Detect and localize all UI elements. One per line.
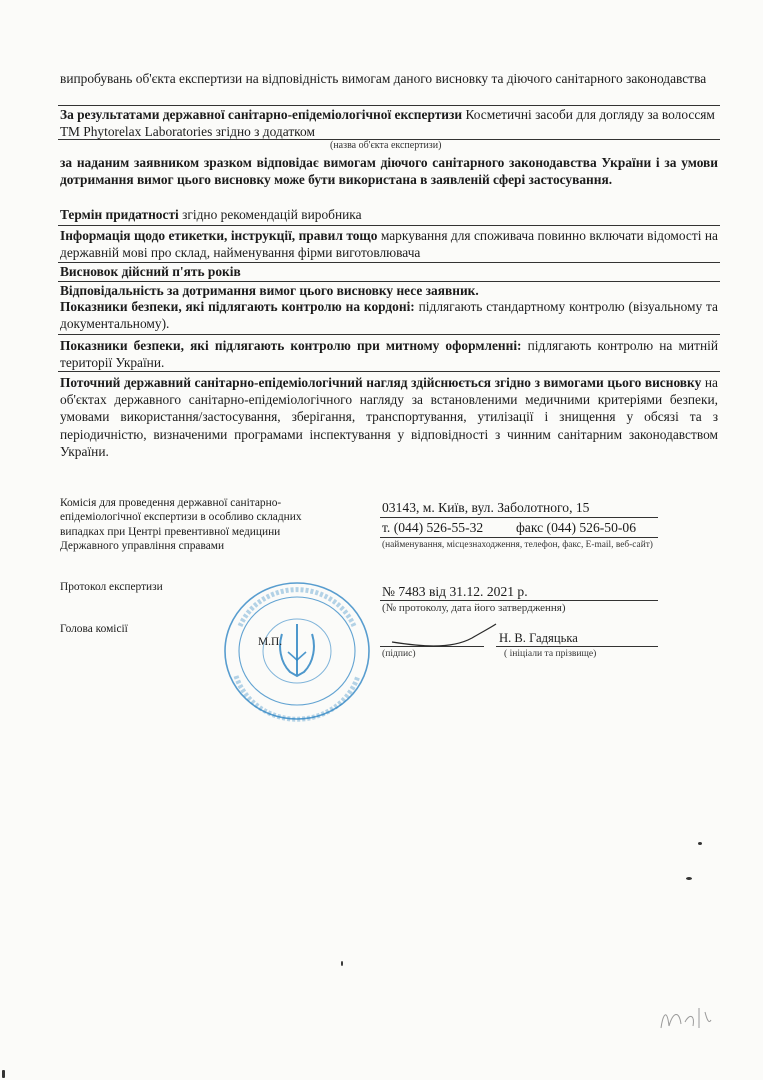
- underline: [380, 537, 658, 538]
- supervision-value: на об'єктах державного санітарно-епідеміологічного нагляду за встановленими медичними критеріями безпеки, умовами використання/застосування, зберігання, транспортування, утилізації і знищення у обсязі та з періодичністю, визначеними програмами інспектування у відповідності з чинним санітарним законодавством України.: [60, 375, 718, 459]
- head-name: Н. В. Гадяцька: [499, 631, 578, 645]
- responsibility-text: Відповідальність за дотримання вимог цього висновку несе заявник.: [60, 283, 479, 298]
- divider: [58, 334, 720, 335]
- scan-speck: [698, 842, 702, 845]
- customs-value: підлягають контролю на митній території України.: [60, 338, 718, 370]
- commission-block: [60, 496, 302, 554]
- underline: [380, 517, 658, 518]
- supervision-paragraph: [60, 374, 718, 460]
- shelf-life-label: Термін придатності: [60, 207, 179, 222]
- labeling-paragraph: [60, 228, 718, 261]
- contacts-caption: (найменування, місцезнаходження, телефон, факс, E-mail, веб-сайт): [382, 540, 653, 550]
- shelf-life: [60, 207, 718, 224]
- commission-line: випадках при Центрі превентивної медицини: [60, 525, 281, 538]
- commission-line: Державного управління справами: [60, 540, 225, 553]
- conclusion-text: за наданим заявником зразком відповідає вимогам діючого санітарного законодавства України і за умови дотримання вимог цього висновку може бути використана в заявленій сфері застосування.: [60, 155, 718, 187]
- continuation-text: випробувань об'єкта експертизи на відповідність вимогам даного висновку та діючого санітарного законодавства: [60, 71, 707, 86]
- protocol-caption: (№ протоколу, дата його затвердження): [382, 602, 566, 614]
- border-value: підлягають стандартному контролю (візуальному та документальному).: [60, 299, 718, 331]
- border-control: [60, 299, 718, 332]
- signature-scribble: [388, 620, 500, 650]
- sign-caption: (підпис): [382, 648, 416, 659]
- protocol-label: Протокол експертизи: [60, 581, 163, 593]
- divider: [58, 105, 720, 106]
- stamp-place-label: М.П.: [258, 636, 283, 648]
- protocol-value: № 7483 від 31.12. 2021 р.: [382, 584, 528, 599]
- labeling-label: Інформація щодо етикетки, інструкції, правил тощо: [60, 228, 378, 243]
- object-caption: (назва об'єкта експертизи): [330, 140, 442, 151]
- contact-fax: факс (044) 526-50-06: [516, 520, 637, 535]
- result-label: За результатами державної санітарно-епідеміологічної експертизи: [60, 107, 463, 122]
- scan-speck: [341, 961, 343, 966]
- divider: [58, 262, 720, 263]
- commission-line: епідеміологічної експертизи в особливо складних: [60, 511, 302, 524]
- head-label: Голова комісії: [60, 623, 128, 635]
- customs-label: Показники безпеки, які підлягають контролю при митному оформленні:: [60, 338, 522, 353]
- result-object: Косметичні засоби для догляду за волоссям ТМ Phytorelax Laboratories згідно з додатком: [60, 107, 715, 139]
- result-paragraph: [60, 107, 718, 140]
- divider: [58, 371, 720, 372]
- divider: [58, 225, 720, 226]
- divider: [58, 281, 720, 282]
- supervision-label: Поточний державний санітарно-епідеміологічний нагляд здійснюється згідно з вимогами цього висновку: [60, 375, 702, 390]
- border-label: Показники безпеки, які підлягають контролю на кордоні:: [60, 299, 415, 314]
- name-caption: ( ініціали та прізвище): [504, 648, 597, 659]
- commission-line: Комісія для проведення державної санітарно-: [60, 497, 282, 509]
- contact-phone: т. (044) 526-55-32: [382, 520, 484, 535]
- scan-speck: [2, 1070, 5, 1078]
- labeling-value: маркування для споживача повинно включати відомості на державній мові про склад, найменування фірми виготовлювача: [60, 228, 718, 260]
- official-stamp: [218, 576, 376, 726]
- contact-address: 03143, м. Київ, вул. Заболотного, 15: [382, 500, 590, 515]
- pencil-initials: [655, 1000, 717, 1036]
- underline: [380, 600, 658, 601]
- validity-text: Висновок дійсний п'ять років: [60, 264, 241, 279]
- scan-speck: [686, 877, 692, 880]
- shelf-life-value: згідно рекомендацій виробника: [182, 207, 362, 222]
- name-line: [496, 646, 658, 647]
- customs-control: [60, 338, 718, 371]
